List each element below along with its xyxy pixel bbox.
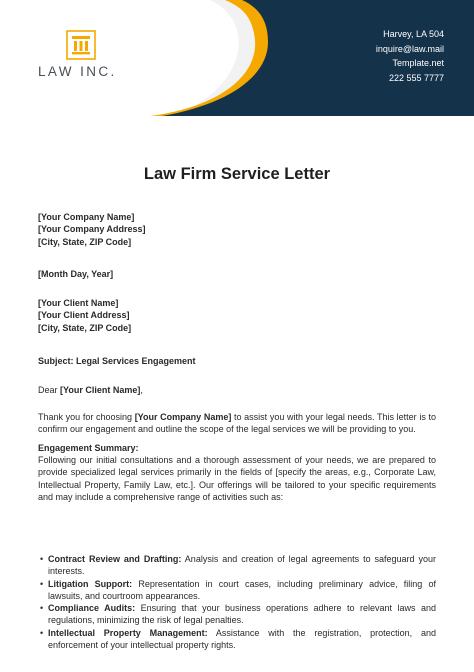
list-item <box>38 602 436 627</box>
services-list <box>38 553 436 651</box>
intro-paragraph <box>38 411 436 436</box>
service-desc: Assistance with the registration, protection, and enforcement of your intellectual property rights. <box>48 627 436 651</box>
salutation-name: [Your Client Name] <box>60 385 141 395</box>
intro-text: Thank you for choosing <box>38 412 135 422</box>
service-name: Intellectual Property Management: <box>48 627 208 638</box>
bullet: • <box>40 554 44 564</box>
recipient-line: [Your Client Name] <box>38 298 119 308</box>
list-item <box>38 578 436 603</box>
intro-company-name: [Your Company Name] <box>134 412 232 422</box>
list-item <box>38 553 436 578</box>
contact-email: inquire@law.mail <box>375 43 444 54</box>
recipient-line: [City, State, ZIP Code] <box>38 322 132 333</box>
white-panel-shape <box>0 0 239 116</box>
contact-website: Template.net <box>392 58 444 68</box>
letter-title: Law Firm Service Letter <box>143 165 331 183</box>
service-desc: Analysis and creation of legal agreements to safeguard your interests. <box>48 554 437 577</box>
bullet: • <box>40 627 44 638</box>
sender-line: [Your Company Address] <box>38 224 146 235</box>
recipient-line: [Your Client Address] <box>38 310 130 321</box>
contact-phone: 222 555 7777 <box>388 72 444 83</box>
service-desc: Ensuring that your business operations adhere to relevant laws and regulations, minimizing the risk of legal penalties. <box>48 603 436 626</box>
summary-paragraph: Following our initial consultations and a thorough assessment of your needs, we are prepared to provide specialized legal services primarily in the fields of [specify the areas, e.g., Corporate Law, Intellectual Property, Family Law, etc.]. Our offerings will be tailored to your specific requirements and may include a comprehensive range of activities such as: <box>38 455 436 502</box>
intro-text-cont: to assist you with your legal needs. This letter is to confirm our engagement and outline the scope of the legal services we will be providing to you. <box>38 412 436 435</box>
salutation <box>38 384 436 396</box>
letterhead <box>0 0 474 116</box>
letter-subject: Subject: Legal Services Engagement <box>38 356 196 366</box>
service-desc: Representation in court cases, including preliminary advice, filing of lawsuits, and courtroom appearances. <box>48 578 436 601</box>
service-name: Contract Review and Drafting: <box>48 554 182 564</box>
salutation-suffix: , <box>140 385 143 395</box>
service-name: Litigation Support: <box>48 578 133 589</box>
pillar-logo-icon <box>66 30 96 60</box>
summary-heading: Engagement Summary: <box>38 443 139 453</box>
sender-line: [Your Company Name] <box>38 212 135 222</box>
contact-address: Harvey, LA 504 <box>383 29 444 39</box>
salutation-prefix: Dear <box>38 385 61 395</box>
bullet: • <box>40 603 44 614</box>
sender-line: [City, State, ZIP Code] <box>38 236 132 247</box>
sender-block <box>38 211 436 248</box>
logo-text: LAW INC. <box>38 64 117 79</box>
contact-info <box>376 27 444 85</box>
recipient-block <box>38 297 436 334</box>
letter-date: [Month Day, Year] <box>38 269 114 279</box>
list-item <box>38 627 436 652</box>
bullet: • <box>40 578 44 589</box>
service-name: Compliance Audits: <box>48 603 136 614</box>
